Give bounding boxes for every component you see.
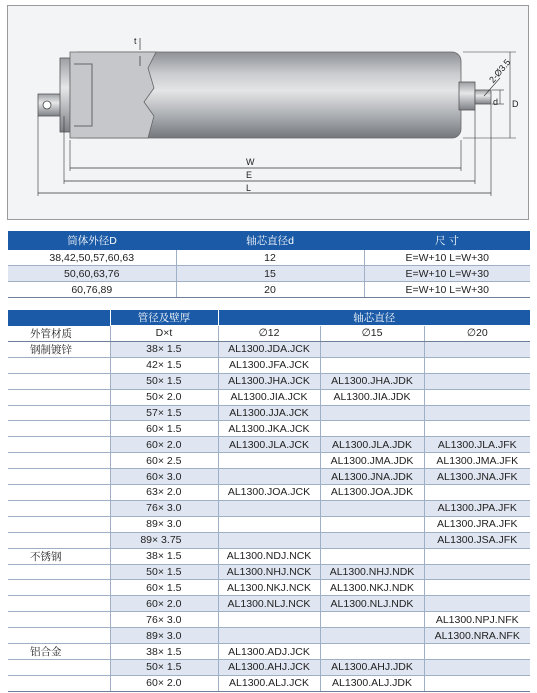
material-cell xyxy=(8,580,110,596)
part-number-cell: AL1300.JOA.JDK xyxy=(320,485,424,501)
size-cell: 89× 3.0 xyxy=(110,628,218,644)
part-number-cell: AL1300.ALJ.JDK xyxy=(320,675,424,691)
part-number-cell: AL1300.JMA.JDK xyxy=(320,453,424,469)
part-number-cell: AL1300.JNA.JFK xyxy=(424,469,530,485)
part-number-cell xyxy=(320,500,424,516)
part-number-cell: AL1300.JDA.JCK xyxy=(218,341,320,357)
size-cell: 76× 3.0 xyxy=(110,612,218,628)
header-dimensions: 尺 寸 xyxy=(364,231,530,250)
sub-header-cell: 外管材质 xyxy=(8,326,110,342)
part-number-cell: AL1300.JPA.JFK xyxy=(424,500,530,516)
size-cell: 42× 1.5 xyxy=(110,357,218,373)
part-number-cell xyxy=(424,675,530,691)
material-cell xyxy=(8,500,110,516)
part-number-cell xyxy=(424,357,530,373)
sub-header-cell: ∅20 xyxy=(424,326,530,342)
material-cell xyxy=(8,453,110,469)
part-number-cell xyxy=(424,485,530,501)
part-number-cell: AL1300.JKA.JCK xyxy=(218,421,320,437)
material-cell: 铝合金 xyxy=(8,644,110,660)
part-number-cell: AL1300.JIA.JCK xyxy=(218,389,320,405)
table-row xyxy=(8,532,530,548)
part-number-cell xyxy=(218,612,320,628)
table-row xyxy=(8,437,530,453)
header-tube-size: 管径及壁厚 xyxy=(110,310,218,326)
table-row xyxy=(8,373,530,389)
roller-svg xyxy=(8,6,530,221)
part-number-cell: AL1300.JSA.JFK xyxy=(424,532,530,548)
size-cell: 38× 1.5 xyxy=(110,341,218,357)
sub-header-row xyxy=(8,326,530,342)
part-number-cell: AL1300.NHJ.NCK xyxy=(218,564,320,580)
material-cell xyxy=(8,405,110,421)
part-number-cell xyxy=(320,628,424,644)
part-number-cell: AL1300.JMA.JFK xyxy=(424,453,530,469)
part-number-cell xyxy=(320,405,424,421)
part-number-cell: AL1300.NKJ.NDK xyxy=(320,580,424,596)
material-cell xyxy=(8,532,110,548)
sub-header-cell: ∅15 xyxy=(320,326,424,342)
material-cell xyxy=(8,421,110,437)
header-tube-diameter: 筒体外径D xyxy=(8,231,176,250)
group-header-row xyxy=(8,310,530,326)
part-number-cell: AL1300.JHA.JDK xyxy=(320,373,424,389)
label-L: L xyxy=(246,183,252,193)
part-number-cell xyxy=(424,644,530,660)
part-number-cell: AL1300.JNA.JDK xyxy=(320,469,424,485)
size-cell: 60× 1.5 xyxy=(110,580,218,596)
table-row xyxy=(8,453,530,469)
table-row xyxy=(8,675,530,691)
material-cell xyxy=(8,469,110,485)
part-number-cell: AL1300.ADJ.JCK xyxy=(218,644,320,660)
cell: 38,42,50,57,60,63 xyxy=(8,250,176,266)
material-cell xyxy=(8,628,110,644)
table-row xyxy=(8,282,530,298)
part-number-cell: AL1300.NRA.NFK xyxy=(424,628,530,644)
part-number-cell xyxy=(424,405,530,421)
table-row xyxy=(8,564,530,580)
table-row xyxy=(8,357,530,373)
size-cell: 50× 1.5 xyxy=(110,564,218,580)
size-cell: 50× 2.0 xyxy=(110,389,218,405)
part-number-cell xyxy=(320,357,424,373)
table-row xyxy=(8,405,530,421)
part-number-cell xyxy=(218,532,320,548)
sub-header-cell: D×t xyxy=(110,326,218,342)
shaft-size-table xyxy=(8,231,530,298)
material-cell xyxy=(8,357,110,373)
size-cell: 60× 3.0 xyxy=(110,469,218,485)
part-number-cell xyxy=(320,548,424,564)
table-row xyxy=(8,596,530,612)
table-row xyxy=(8,485,530,501)
table-row xyxy=(8,500,530,516)
material-cell xyxy=(8,389,110,405)
part-number-cell: AL1300.JFA.JCK xyxy=(218,357,320,373)
size-cell: 57× 1.5 xyxy=(110,405,218,421)
part-number-table xyxy=(8,310,530,692)
size-cell: 63× 2.0 xyxy=(110,485,218,501)
size-cell: 89× 3.75 xyxy=(110,532,218,548)
right-shaft xyxy=(475,90,491,104)
part-number-cell xyxy=(320,612,424,628)
size-cell: 38× 1.5 xyxy=(110,548,218,564)
size-cell: 60× 1.5 xyxy=(110,421,218,437)
part-number-cell xyxy=(424,548,530,564)
label-d: d xyxy=(493,97,499,107)
part-number-cell xyxy=(218,628,320,644)
part-number-cell xyxy=(424,373,530,389)
part-number-cell: AL1300.AHJ.JDK xyxy=(320,660,424,676)
part-number-cell: AL1300.AHJ.JCK xyxy=(218,660,320,676)
material-cell xyxy=(8,516,110,532)
cell: 15 xyxy=(176,266,364,282)
size-cell: 50× 1.5 xyxy=(110,373,218,389)
cell: E=W+10 L=W+30 xyxy=(364,282,530,298)
size-cell: 60× 2.0 xyxy=(110,675,218,691)
part-number-cell: AL1300.NLJ.NCK xyxy=(218,596,320,612)
part-number-cell: AL1300.NLJ.NDK xyxy=(320,596,424,612)
header-blank xyxy=(8,310,110,326)
part-number-cell xyxy=(424,580,530,596)
material-cell xyxy=(8,485,110,501)
size-cell: 89× 3.0 xyxy=(110,516,218,532)
part-number-cell xyxy=(320,421,424,437)
label-E: E xyxy=(246,170,253,180)
roller-drawing xyxy=(7,5,529,220)
part-number-cell: AL1300.JLA.JFK xyxy=(424,437,530,453)
part-number-cell xyxy=(424,564,530,580)
part-number-cell xyxy=(218,469,320,485)
table-row xyxy=(8,628,530,644)
part-number-cell: AL1300.JLA.JDK xyxy=(320,437,424,453)
part-number-cell: AL1300.JRA.JFK xyxy=(424,516,530,532)
part-number-cell xyxy=(424,341,530,357)
label-W: W xyxy=(246,157,255,167)
cell: 60,76,89 xyxy=(8,282,176,298)
part-number-cell xyxy=(424,389,530,405)
material-cell xyxy=(8,564,110,580)
part-number-cell: AL1300.ALJ.JCK xyxy=(218,675,320,691)
part-number-cell xyxy=(218,500,320,516)
header-shaft-diameter: 轴芯直径d xyxy=(176,231,364,250)
material-cell xyxy=(8,437,110,453)
cell: 50,60,63,76 xyxy=(8,266,176,282)
part-number-body xyxy=(8,326,530,692)
label-chamfer: 2-Ø3.5 xyxy=(487,57,513,85)
size-cell: 60× 2.0 xyxy=(110,437,218,453)
part-number-cell: AL1300.NHJ.NDK xyxy=(320,564,424,580)
cell: 12 xyxy=(176,250,364,266)
table-row xyxy=(8,389,530,405)
part-number-cell xyxy=(320,532,424,548)
left-shaft-hole xyxy=(43,101,51,109)
part-number-cell: AL1300.JJA.JCK xyxy=(218,405,320,421)
material-cell xyxy=(8,596,110,612)
material-cell xyxy=(8,675,110,691)
header-row xyxy=(8,231,530,250)
label-t: t xyxy=(134,36,137,46)
part-number-cell xyxy=(424,421,530,437)
material-cell xyxy=(8,612,110,628)
part-number-cell xyxy=(218,516,320,532)
table-row xyxy=(8,341,530,357)
table-row xyxy=(8,516,530,532)
part-number-cell xyxy=(320,644,424,660)
size-cell: 38× 1.5 xyxy=(110,644,218,660)
table-row xyxy=(8,469,530,485)
material-cell xyxy=(8,373,110,389)
part-number-cell xyxy=(320,341,424,357)
header-shaft-diameter: 轴芯直径 xyxy=(218,310,530,326)
part-number-cell: AL1300.JIA.JDK xyxy=(320,389,424,405)
table-row xyxy=(8,644,530,660)
label-D: D xyxy=(512,99,519,109)
cell: 20 xyxy=(176,282,364,298)
size-cell: 60× 2.0 xyxy=(110,596,218,612)
part-number-cell: AL1300.JLA.JCK xyxy=(218,437,320,453)
material-cell: 钢制镀锌 xyxy=(8,341,110,357)
part-number-cell xyxy=(218,453,320,469)
cell: E=W+10 L=W+30 xyxy=(364,250,530,266)
size-cell: 76× 3.0 xyxy=(110,500,218,516)
table-row xyxy=(8,612,530,628)
table-row xyxy=(8,660,530,676)
table-row xyxy=(8,548,530,564)
table-row xyxy=(8,266,530,282)
part-number-cell: AL1300.JHA.JCK xyxy=(218,373,320,389)
table-row xyxy=(8,580,530,596)
part-number-cell: AL1300.NDJ.NCK xyxy=(218,548,320,564)
part-number-cell xyxy=(424,596,530,612)
part-number-cell xyxy=(424,660,530,676)
part-number-cell xyxy=(320,516,424,532)
material-cell: 不锈钢 xyxy=(8,548,110,564)
size-cell: 50× 1.5 xyxy=(110,660,218,676)
part-number-cell: AL1300.NPJ.NFK xyxy=(424,612,530,628)
sub-header-cell: ∅12 xyxy=(218,326,320,342)
size-cell: 60× 2.5 xyxy=(110,453,218,469)
table-row xyxy=(8,250,530,266)
part-number-cell: AL1300.NKJ.NCK xyxy=(218,580,320,596)
material-cell xyxy=(8,660,110,676)
cell: E=W+10 L=W+30 xyxy=(364,266,530,282)
part-number-cell: AL1300.JOA.JCK xyxy=(218,485,320,501)
table-row xyxy=(8,421,530,437)
